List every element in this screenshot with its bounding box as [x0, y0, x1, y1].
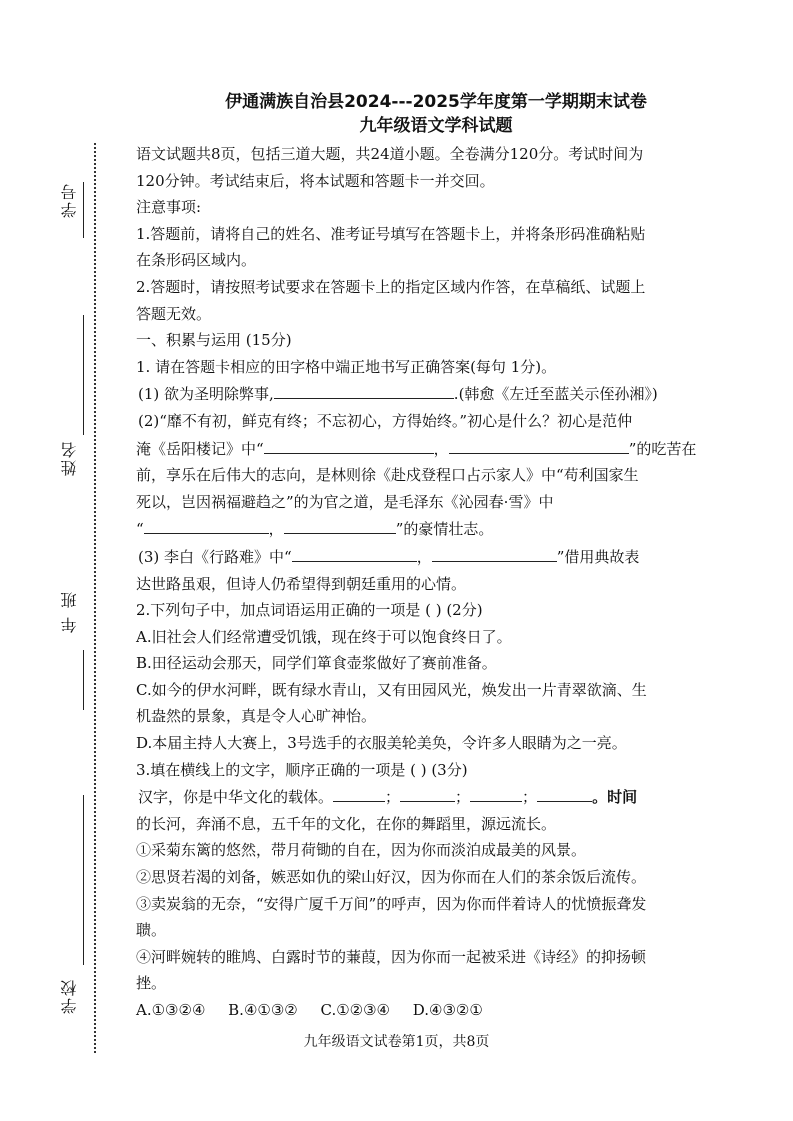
name-label: 姓名 [60, 440, 79, 476]
name-line [83, 315, 84, 435]
question-1-part-3 [136, 543, 736, 571]
question-3-choices: A.①③②④ B.④①③② C.①②③④ D.④③②① [136, 1001, 483, 1019]
exam-title: 伊通满族自治县2024---2025学年度第一学期期末试卷 [225, 92, 647, 112]
binding-dotted-line [94, 143, 96, 1053]
answer-blank[interactable] [292, 543, 417, 562]
student-id-label: 学号 [60, 182, 79, 218]
answer-blank[interactable] [400, 783, 455, 802]
answer-blank[interactable] [274, 380, 454, 399]
question-3-lead-line: 的长河，奔涌不息，五千年的文化，在你的舞蹈里，源远流长。 [136, 814, 557, 833]
question-3-lead [136, 783, 736, 811]
notice-item: 答题无效。 [136, 304, 212, 323]
text-segment: ”借用典故表 [556, 547, 640, 566]
question-3-stem: 3.填在横线上的文字，顺序正确的一项是 ( ) (3分) [136, 760, 468, 779]
answer-blank[interactable] [449, 435, 629, 454]
text-segment: .(韩愈《左迁至蓝关示侄孙湘》) [453, 385, 658, 404]
notice-item: 2.答题时，请按照考试要求在答题卡上的指定区域内作答，在草稿纸、试题上 [136, 277, 646, 296]
question-1-part-2-line [136, 515, 736, 543]
question-3-sentence-2: ②思贤若渴的刘备，嫉恶如仇的梁山好汉，因为你而在人们的茶余饭后流传。 [136, 868, 647, 887]
intro-line: 语文试题共8页，包括三道大题，共24道小题。全卷满分120分。考试时间为 [136, 145, 644, 163]
exam-content [136, 90, 736, 1023]
question-3-sentence-4: ④河畔婉转的睢鸠、白露时节的蒹葭，因为你而一起被采进《诗经》的抑扬顿 [136, 947, 647, 966]
text-segment: 汉字，你是中华文化的载体。 [138, 788, 334, 807]
question-1-part-2-line: 死以，岂因祸福避趋之”的为官之道，是毛泽东《沁园春·雪》中 [136, 492, 554, 511]
question-1-part-3-line: 达世路虽艰，但诗人仍希望得到朝廷重用的心情。 [136, 574, 467, 593]
question-3-sentence-1: ①采菊东篱的悠然，带月荷锄的自在，因为你而淡泊成最美的风景。 [136, 841, 587, 860]
answer-blank[interactable] [537, 783, 592, 802]
question-2-option-c-line: 机盎然的景象，真是令人心旷神怡。 [136, 707, 377, 726]
question-2-option-a: A.旧社会人们经常遭受饥饿，现在终于可以饱食终日了。 [136, 627, 512, 646]
text-segment: ； [522, 788, 538, 807]
school-line [83, 795, 84, 965]
text-segment: ； [455, 788, 471, 807]
notice-item: 在条形码区域内。 [136, 251, 257, 270]
question-1-part-2-line [136, 435, 736, 463]
question-3-sentence-4-line: 挫。 [136, 974, 167, 993]
answer-blank[interactable] [264, 435, 434, 454]
school-label: 学校 [60, 978, 79, 1014]
text-segment: (1) 欲为圣明除弊事, [138, 385, 274, 404]
text-segment: 。时间 [592, 788, 638, 807]
answer-blank[interactable] [432, 543, 557, 562]
question-2-stem: 2.下列句子中，加点词语运用正确的一项是 ( ) (2分) [136, 601, 483, 620]
text-segment: ， [416, 547, 432, 566]
notice-heading: 注意事项: [136, 198, 202, 217]
class-line [83, 650, 84, 710]
question-2-option-d: D.本届主持人大赛上，3号选手的衣服美轮美奂，令许多人眼睛为之一亮。 [136, 734, 627, 753]
page-footer: 九年级语文试卷第1页，共8页 [303, 1034, 490, 1050]
text-segment: “ [136, 520, 144, 539]
answer-blank[interactable] [333, 783, 385, 802]
text-segment: ， [433, 439, 449, 458]
answer-blank[interactable] [284, 515, 396, 534]
text-segment: ”的吃苦在 [628, 439, 697, 458]
class-label: 年 班 [60, 590, 79, 634]
text-segment: (3) 李白《行路难》中“ [138, 547, 292, 566]
question-1-stem: 1. 请在答题卡相应的田字格中端正地书写正确答案(每句 1分)。 [136, 357, 557, 376]
section-heading: 一、积累与运用 (15分) [136, 331, 292, 350]
question-1-part-2-line: 前，享乐在后伟大的志向，是林则徐《赴戍登程口占示家人》中“苟利国家生 [136, 466, 639, 485]
text-segment: ， [268, 520, 284, 539]
text-segment: 淹《岳阳楼记》中“ [136, 439, 264, 458]
question-3-sentence-3-line: 聩。 [136, 921, 167, 940]
intro-line: 120分钟。考试结束后，将本试题和答题卡一并交回。 [136, 171, 495, 190]
text-segment: ”的豪情壮志。 [395, 520, 494, 539]
answer-blank[interactable] [470, 783, 522, 802]
question-1-part-1 [136, 380, 736, 408]
text-segment: ； [385, 788, 401, 807]
answer-blank[interactable] [144, 515, 269, 534]
notice-item: 1.答题前，请将自己的姓名、准考证号填写在答题卡上，并将条形码准确粘贴 [136, 224, 646, 243]
exam-subtitle: 九年级语文学科试题 [359, 116, 513, 136]
question-2-option-c: C.如今的伊水河畔，既有绿水青山，又有田园风光，焕发出一片青翠欲滴、生 [136, 680, 647, 699]
question-3-sentence-3: ③卖炭翁的无奈，“安得广厦千万间”的呼声，因为你而伴着诗人的忧愤振聋发 [136, 894, 647, 913]
question-2-option-b: B.田径运动会那天，同学们箪食壶浆做好了赛前准备。 [136, 654, 497, 673]
question-1-part-2: (2)“靡不有初，鲜克有终；不忘初心，方得始终。”初心是什么？初心是范仲 [138, 411, 633, 430]
student-id-line [83, 182, 84, 238]
